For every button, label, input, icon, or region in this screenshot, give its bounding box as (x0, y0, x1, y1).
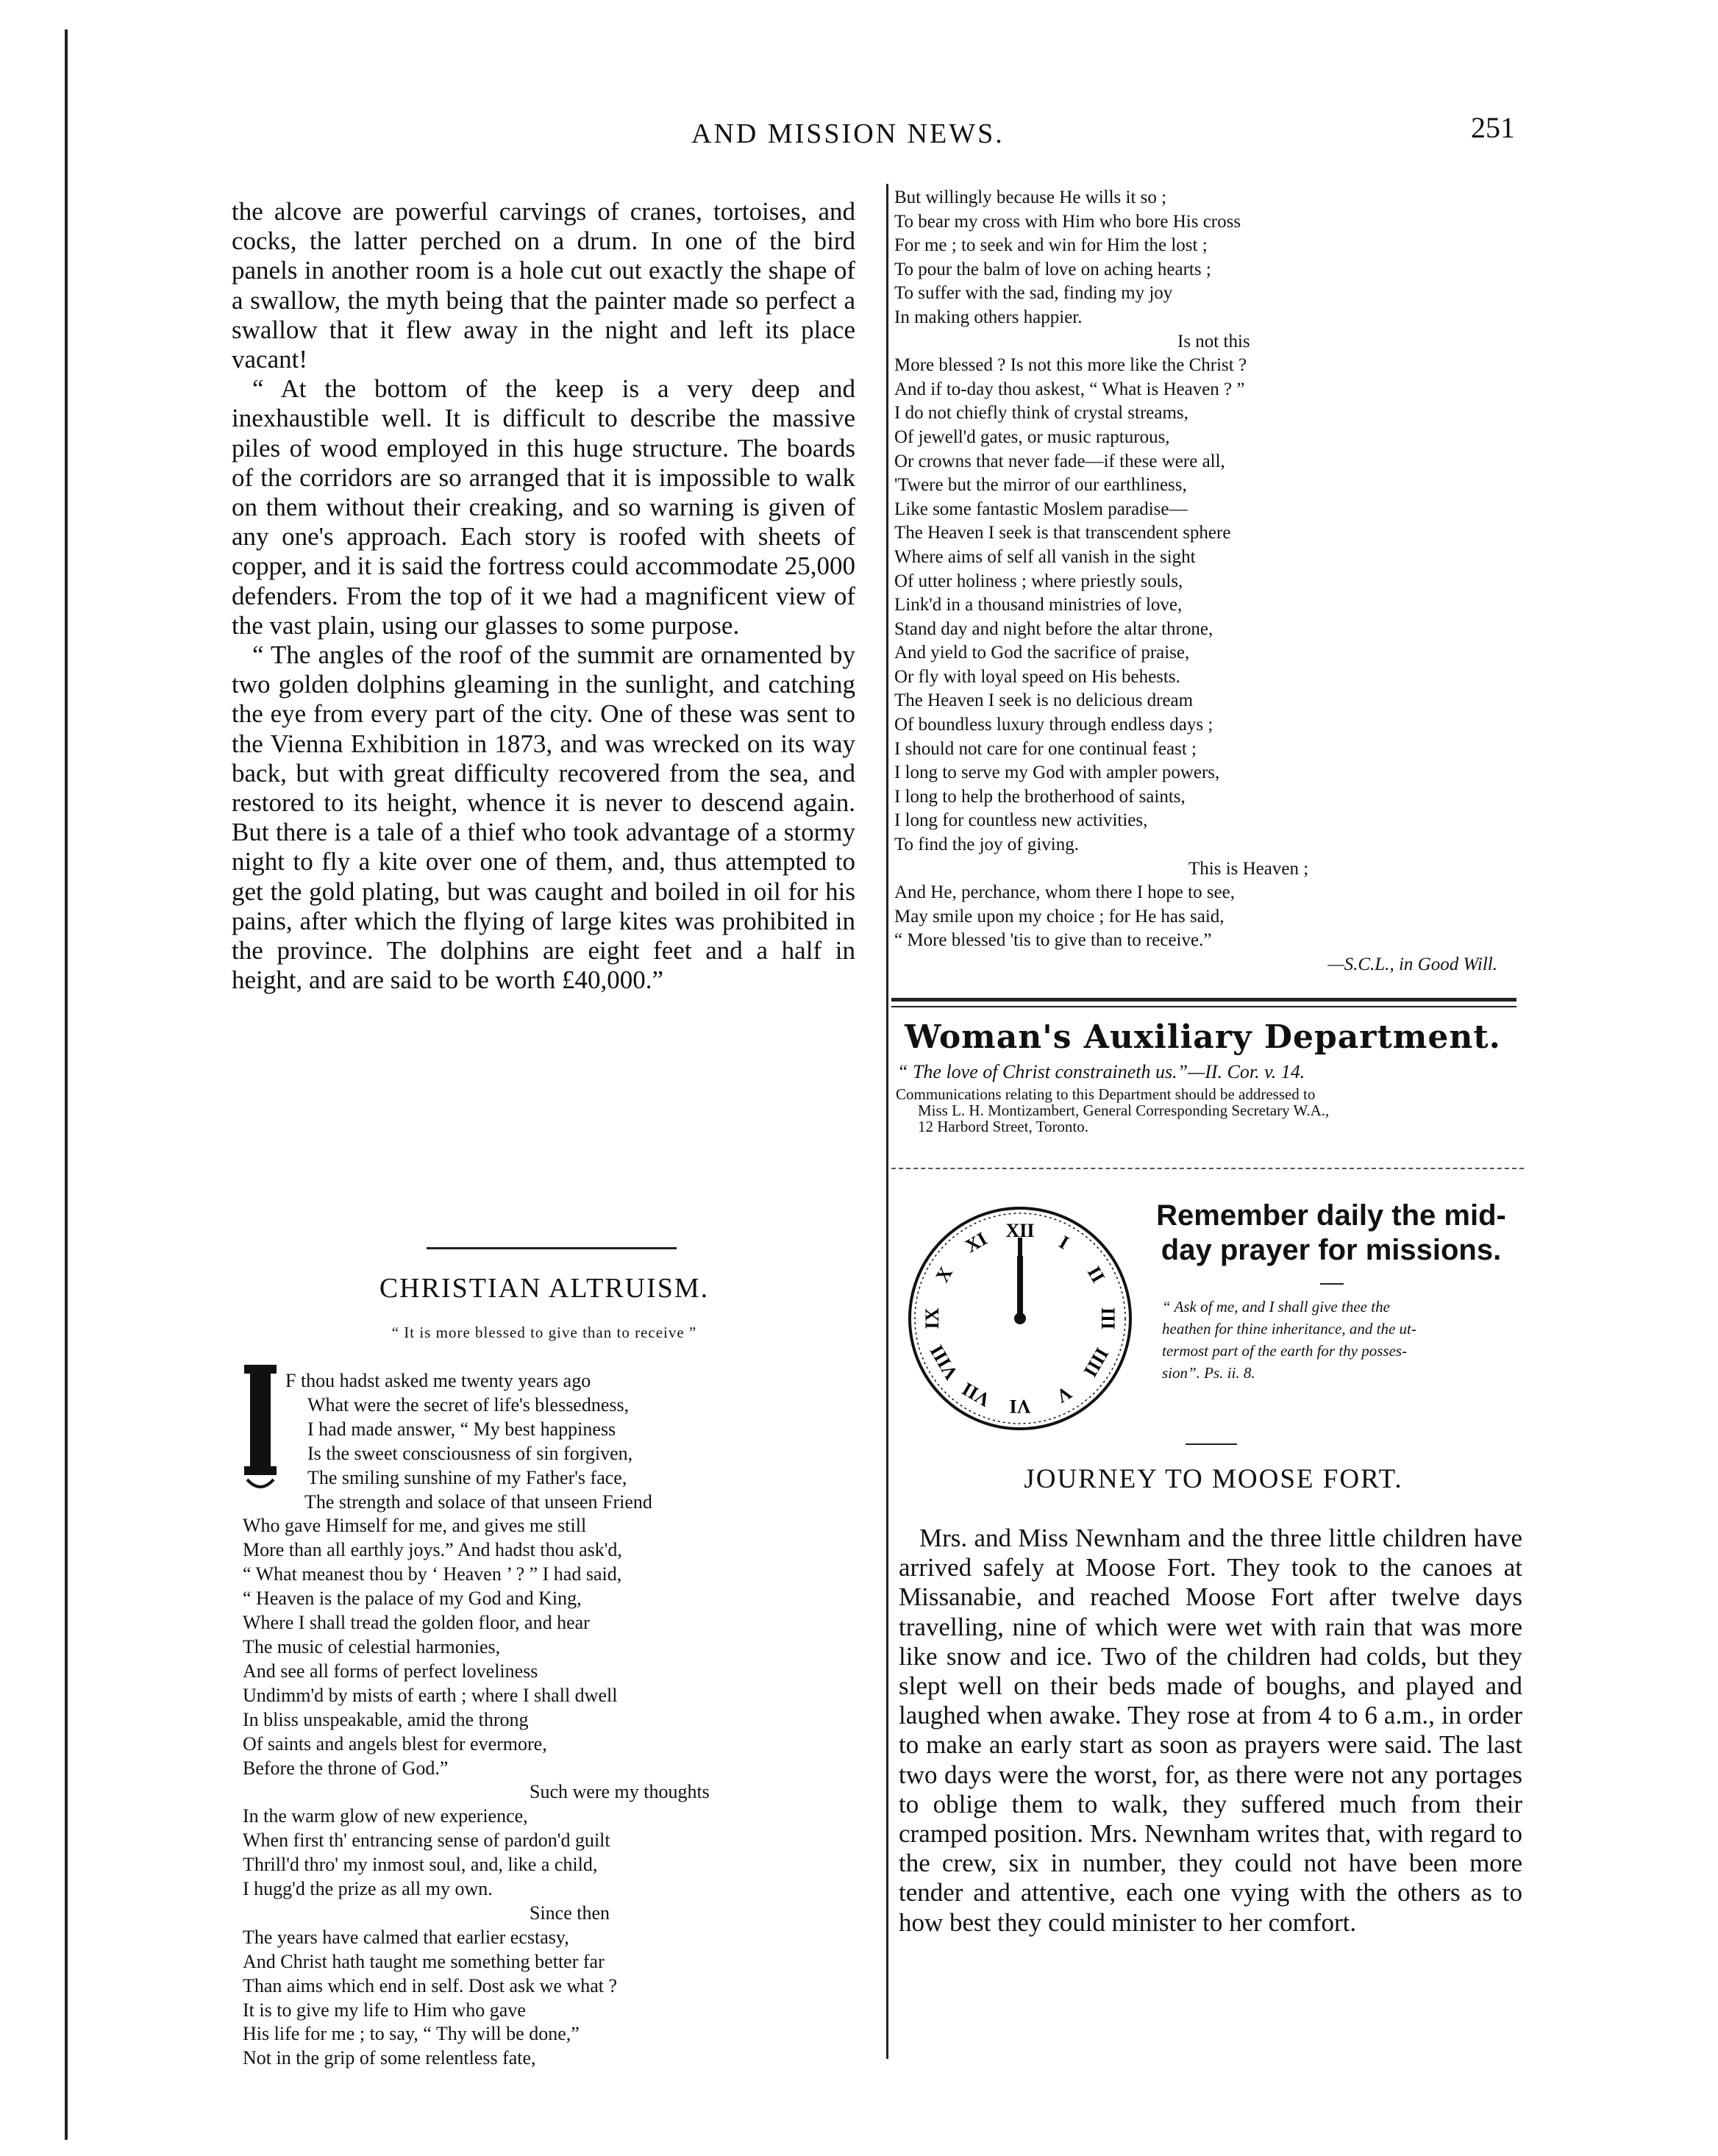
poem-line: Who gave Himself for me, and gives me still (243, 1515, 587, 1537)
poem-line: “ Heaven is the palace of my God and King, (243, 1588, 582, 1610)
poem-line: I long to help the brotherhood of saints, (894, 786, 1186, 807)
poem-line: Like some fantastic Moslem paradise— (894, 499, 1188, 519)
poem-line: Where aims of self all vanish in the sight (894, 546, 1196, 567)
column-rule (886, 184, 888, 2059)
poem-line: Is the sweet consciousness of sin forgiven, (307, 1442, 633, 1464)
page-number: 251 (1471, 111, 1515, 144)
poem-line: I hugg'd the prize as all my own. (243, 1878, 493, 1900)
poem-line: Where I shall tread the golden floor, and hear (243, 1612, 590, 1634)
poem-line: “ What meanest thou by ‘ Heaven ’ ? ” I had said, (243, 1563, 622, 1585)
article-paragraph: the alcove are powerful carvings of cranes, tortoises, and cocks, the latter perched on a drum. In one of the bird panels in another room is a hole cut out exactly the shape of a swallow, the myth being that the painter made so perfect a swallow that it flew away in the night and left its place vacant! (232, 197, 855, 374)
poem-line: When first th' entrancing sense of pardon'd guilt (243, 1830, 610, 1852)
clock-numeral: V (1052, 1382, 1076, 1407)
poem-line: For me ; to seek and win for Him the lost ; (894, 235, 1208, 256)
article-paragraph: Mrs. and Miss Newnham and the three little children have arrived safely at Moose Fort. They took to the canoes at Missanabie, and reached Moose Fort after twelve days travelling, nine of which were wet with rain that was more like snow and ice. Two of the children had colds, but they slept well on their beds made of boughs, and played and laughed when awake. They rose at from 4 to 6 a.m., in order to make an early start as soon as prayers were said. The last two days were the worst, for, as there were not any portages to oblige them to walk, they suffered much from their cramped position. Mrs. Newnham writes that, with regard to the crew, six in number, they could not have been more tender and attentive, each one vying with the others as to how best they could minister to her comfort. (899, 1524, 1522, 1937)
department-note (896, 1086, 1329, 1135)
poem-line: Undimm'd by mists of earth ; where I shall dwell (243, 1684, 618, 1706)
left-article (232, 197, 855, 995)
binding-edge-line (65, 29, 68, 2140)
clock-numeral: VI (1009, 1396, 1031, 1417)
poem-line: And see all forms of perfect loveliness (243, 1660, 538, 1682)
note-line: 12 Harbord Street, Toronto. (918, 1118, 1089, 1135)
article-paragraph: “ The angles of the roof of the summit are ornamented by two golden dolphins gleaming in the sunlight, and catching the eye from every part of the city. One of these was sent to the Vienna Exhibition in 1873, and was wrecked on its way back, but with great difficulty recovered from the sea, and restored to its height, whence it is never to descend again. But there is a tale of a thief who took advantage of a stormy night to fly a kite over one of them, and, thus attempted to get the gold plating, but was caught and boiled in oil for his pains, after which the flying of large kites was prohibited in the province. The dolphins are eight feet and a half in height, and are said to be worth £40,000.” (232, 640, 855, 995)
double-rule (891, 998, 1516, 1002)
poem-line: I should not care for one continual feast ; (894, 738, 1197, 759)
poem-line: More than all earthly joys.” And hadst thou ask'd, (243, 1539, 622, 1561)
clock-numeral: VII (958, 1378, 994, 1411)
poem-line: The Heaven I seek is no delicious dream (894, 690, 1194, 711)
heading-line: day prayer for missions. (1161, 1234, 1502, 1266)
right-poem (894, 186, 1512, 977)
poem-line: Or crowns that never fade—if these were all, (894, 451, 1225, 471)
clock-numeral: X (931, 1263, 957, 1286)
quote-line: sion”. Ps. ii. 8. (1162, 1364, 1255, 1382)
poem-signature: —S.C.L., in Good Will. (1327, 954, 1497, 974)
poem-line: I do not chiefly think of crystal streams, (894, 403, 1188, 424)
poem-line: Such were my thoughts (530, 1781, 710, 1803)
poem-line: I had made answer, “ My best happiness (307, 1418, 616, 1440)
poem-line: May smile upon my choice ; for He has said, (894, 906, 1225, 927)
poem-line: Or fly with loyal speed on His behests. (894, 666, 1180, 687)
poem-line: Of utter holiness ; where priestly souls, (894, 571, 1183, 591)
clock-numeral: IX (922, 1307, 943, 1329)
poem-line: I long for countless new activities, (894, 810, 1148, 831)
midday-prayer-heading (1133, 1199, 1530, 1268)
poem-line: Not in the grip of some relentless fate, (243, 2047, 536, 2069)
poem-line: Before the throne of God.” (243, 1757, 449, 1779)
poem-line: In making others happier. (894, 307, 1083, 327)
poem-line: And yield to God the sacrifice of praise, (894, 643, 1190, 663)
poem-line: In bliss unspeakable, amid the throng (243, 1708, 529, 1730)
poem-line: And if to-day thou askest, “ What is Heaven ? ” (894, 379, 1245, 399)
double-rule (891, 1006, 1516, 1007)
christian-altruism-poem (243, 1369, 710, 2071)
clock-numeral: I (1055, 1231, 1073, 1254)
clock-numeral: VIII (925, 1341, 963, 1384)
note-line: Communications relating to this Department should be addressed to (896, 1085, 1316, 1103)
scripture-quote (1162, 1296, 1416, 1384)
poem-line: The strength and solace of that unseen Friend (304, 1491, 652, 1513)
poem-line: Than aims which end in self. Dost ask we what ? (243, 1974, 618, 1996)
clock-numeral: III (1097, 1307, 1119, 1330)
department-title: Woman's Auxiliary Department. (905, 1018, 1501, 1056)
poem-line: To find the joy of giving. (894, 835, 1080, 855)
clock-icon (901, 1197, 1140, 1436)
running-head: AND MISSION NEWS. (691, 118, 1005, 149)
article-paragraph: “ At the bottom of the keep is a very deep and inexhaustible well. It is difficult to describe the massive piles of wood employed in this huge structure. The boards of the corridors are so arranged that it is impossible to walk on them without their creaking, and so warning is given of any one's approach. Each story is roofed with sheets of copper, and it is said the fortress could accommodate 25,000 defenders. From the top of it we had a magnificent view of the vast plain, using our glasses to some purpose. (232, 374, 855, 640)
poem-line: More blessed ? Is not this more like the Christ ? (894, 355, 1247, 376)
poem-line: F thou hadst asked me twenty years ago (285, 1370, 591, 1391)
poem-line: To suffer with the sad, finding my joy (894, 283, 1173, 304)
poem-line: 'Twere but the mirror of our earthliness, (894, 475, 1187, 496)
poem-line: The music of celestial harmonies, (243, 1635, 501, 1657)
section-rule (427, 1247, 677, 1249)
poem-line: And Christ hath taught me something better far (243, 1950, 605, 1972)
poem-line: Thrill'd thro' my inmost soul, and, like a child, (243, 1854, 598, 1876)
poem-line: Of jewell'd gates, or music rapturous, (894, 426, 1170, 447)
poem-line: Since then (530, 1902, 610, 1924)
poem-line: I long to serve my God with ampler powers, (894, 763, 1220, 783)
poem-line: It is to give my life to Him who gave (243, 1999, 526, 2021)
dashed-divider (891, 1168, 1524, 1169)
clock-numeral: XII (1005, 1220, 1035, 1241)
clock-numeral: IIII (1079, 1343, 1113, 1381)
heading-line: Remember daily the mid- (1156, 1199, 1506, 1232)
poem-line: Of saints and angels blest for evermore, (243, 1732, 547, 1755)
poem-line: Link'd in a thousand ministries of love, (894, 595, 1183, 615)
poem-line: But willingly because He wills it so ; (894, 188, 1167, 207)
poem-line: His life for me ; to say, “ Thy will be done,” (243, 2023, 580, 2045)
poem-line: And He, perchance, whom there I hope to see, (894, 882, 1236, 903)
poem-line: “ More blessed 'tis to give than to receive.” (894, 930, 1212, 951)
moose-fort-article (899, 1524, 1522, 1938)
clock-numeral: XI (961, 1227, 991, 1257)
clock-numeral: II (1083, 1263, 1110, 1287)
quote-line: “ Ask of me, and I shall give thee the (1162, 1298, 1390, 1316)
poem-line: To pour the balm of love on aching hearts ; (894, 259, 1211, 279)
poem-line: The years have calmed that earlier ecstasy, (243, 1926, 569, 1948)
section-title: CHRISTIAN ALTRUISM. (379, 1273, 710, 1304)
poem-line: What were the secret of life's blessedness, (307, 1393, 630, 1416)
small-rule (1320, 1283, 1344, 1285)
quote-line: termost part of the earth for thy posses- (1162, 1342, 1408, 1360)
section-rule (1186, 1443, 1237, 1445)
poem-line: To bear my cross with Him who bore His cross (894, 211, 1241, 232)
poem-line: In the warm glow of new experience, (243, 1805, 528, 1827)
poem-line: Is not this (1177, 331, 1250, 351)
epigraph: “ It is more blessed to give than to receive ” (391, 1324, 697, 1341)
department-motto-text: “ The love of Christ constraineth us.”—II. Cor. v. 14. (897, 1061, 1305, 1082)
poem-line: Of boundless luxury through endless days ; (894, 715, 1213, 735)
note-line: Miss L. H. Montizambert, General Corresponding Secretary W.A., (918, 1102, 1330, 1119)
poem-line: This is Heaven ; (1188, 858, 1309, 879)
poem-line: The Heaven I seek is that transcendent sphere (894, 523, 1231, 543)
poem-line: The smiling sunshine of my Father's face, (307, 1466, 627, 1488)
section-title: JOURNEY TO MOOSE FORT. (1024, 1464, 1403, 1494)
poem-line: Stand day and night before the altar throne, (894, 618, 1213, 639)
quote-line: heathen for thine inheritance, and the ut- (1162, 1320, 1416, 1338)
department-motto (897, 1061, 1305, 1083)
